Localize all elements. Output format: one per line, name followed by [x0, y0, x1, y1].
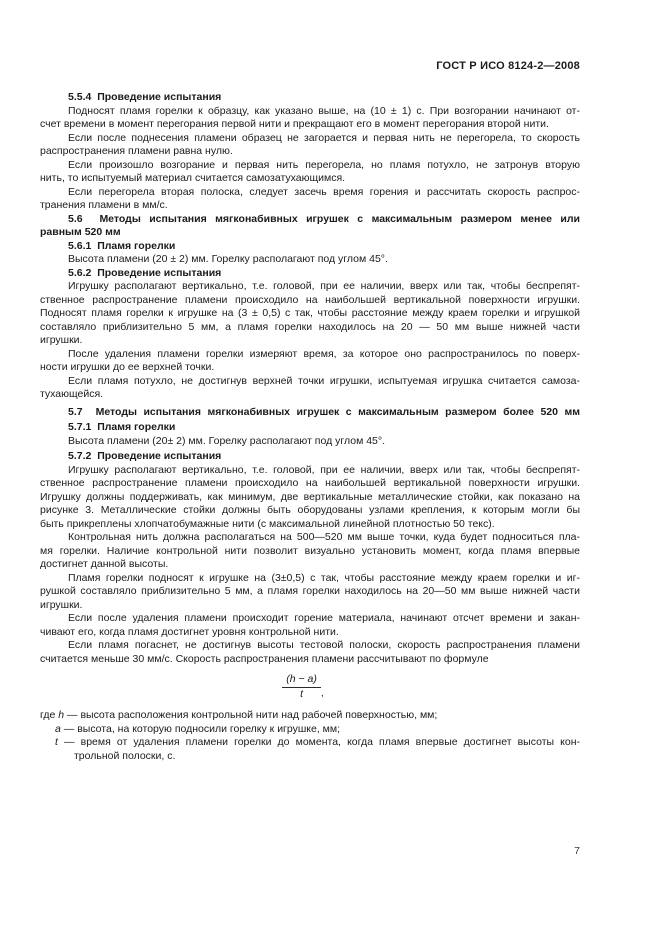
section-heading: 5.6.2 Проведение испытания: [68, 266, 222, 279]
paragraph-line: достигнет данной высоты.: [40, 558, 169, 570]
definition-dash: —: [64, 736, 75, 748]
definition-item: [40, 723, 580, 737]
paragraph-line: Высота пламени (20 ± 2) мм. Горелку располагают под углом 45°.: [68, 253, 388, 265]
paragraph-line: составляло приблизительно 5 мм, а пламя горелки находилось на 20 — 50 мм выше нижней части: [40, 320, 580, 333]
paragraph-line: чивают его, когда пламя достигнет уровня контрольной нити.: [40, 625, 339, 638]
formula-fraction: [282, 673, 321, 701]
section-heading: 5.5.4 Проведение испытания: [68, 91, 222, 103]
definition-item: [40, 736, 580, 763]
standard-code-header: ГОСТ Р ИСО 8124-2—2008: [436, 60, 580, 72]
paragraph: [40, 105, 580, 132]
definition-list: [40, 709, 580, 763]
formula-numerator: (h − a): [282, 673, 321, 688]
page-number: 7: [574, 845, 580, 857]
document-body: [40, 91, 580, 763]
paragraph-line: быть прикреплены хлопчатобумажные нити (с максимальной линейной плотностью 50 текс).: [40, 517, 495, 530]
definition-term: t: [55, 736, 58, 748]
paragraph-line: нить, то испытуемый материал считается самозатухающимся.: [40, 172, 346, 184]
paragraph-line: Подносят пламя горелки к игрушке на (3 ± 0,5) с так, чтобы расстояние между краем горелки и игрушкой: [40, 307, 580, 319]
definition-line: [55, 736, 580, 750]
paragraph: [40, 531, 580, 572]
paragraph: [40, 612, 580, 639]
paragraph-line: Если после поднесения пламени образец не загорается и первая нить не перегорела, то скорость: [68, 131, 580, 144]
definition-term: a: [55, 722, 61, 735]
paragraph: [40, 435, 580, 449]
paragraph: [40, 464, 580, 532]
definition-line-continued: трольной полоски, с.: [74, 749, 176, 762]
paragraph: [40, 572, 580, 613]
heading-line: 5.7 Методы испытания мягконабивных игрушек с максимальным размером более 520 мм: [68, 405, 580, 418]
paragraph: [40, 280, 580, 348]
definition-dash: —: [63, 722, 75, 735]
definition-item: [40, 709, 580, 723]
definition-text: высота расположения контрольной нити над рабочей поверхностью, мм;: [80, 709, 438, 721]
definition-line: [55, 722, 580, 737]
paragraph: [40, 186, 580, 213]
paragraph-line: мя горелки. Наличие контрольной нити позволит визуально установить момент, когда пламя впервые: [40, 544, 580, 557]
paragraph-line: распространения пламени равна нулю.: [40, 145, 233, 157]
paragraph-line: Подносят пламя горелки к образцу, как указано выше, на (10 ± 1) с. При возгорании начинают от-: [68, 104, 580, 117]
paragraph-line: Высота пламени (20± 2) мм. Горелку располагают под углом 45°.: [68, 434, 386, 447]
paragraph-line: ственное распространение пламени происходило на наибольшей вертикальной поверхности игрушки.: [40, 477, 580, 489]
paragraph-line: Если перегорела вторая полоска, следует засечь время горения и рассчитать скорость распрос-: [68, 185, 580, 198]
paragraph-line: ственное распространение пламени происходило на наибольшей вертикальной поверхности игрушки.: [40, 293, 580, 306]
paragraph: [40, 159, 580, 186]
paragraph: [40, 132, 580, 159]
definition-term: h: [58, 709, 65, 721]
heading-line: равным 520 мм: [40, 226, 121, 238]
paragraph-line: счет времени в момент перегорания первой нити и прекращают его в момент перегорания второй нити.: [40, 118, 549, 130]
paragraph-line: Если после удаления пламени происходит горение материала, начинают отсчет времени и закан-: [68, 612, 580, 624]
paragraph-line: Пламя горелки подносят к игрушке на (3±0,5) с так, чтобы расстояние между краем горелки и иг-: [68, 571, 580, 584]
paragraph-line: Контрольная нить должна располагаться на 500—520 мм выше точки, куда будет подноситься пла-: [68, 531, 580, 543]
paragraph-line: Игрушку располагают вертикально, т.е. головой, при ее наличии, вверх или так, чтобы беспрепят-: [68, 463, 580, 476]
paragraph-line: Если пламя потухло, не достигнув верхней точки игрушки, испытуемая игрушка считается самоза-: [68, 374, 580, 387]
paragraph-line: Если произошло возгорание и первая нить перегорела, но пламя потухло, не затронув вторую: [68, 158, 580, 171]
section-heading: [40, 406, 580, 420]
formula-denominator: t: [300, 688, 303, 700]
section-heading: 5.6.1 Пламя горелки: [68, 239, 176, 252]
formula: [40, 673, 566, 701]
definition-text: высота, на которую подносили горелку к игрушке, мм;: [77, 722, 341, 735]
paragraph-line: Игрушку располагают вертикально, т.е. головой, при ее наличии, вверх или так, чтобы беспрепят-: [68, 280, 580, 292]
section-heading: [40, 213, 580, 240]
paragraph: [40, 375, 580, 402]
definition-prefix: где: [40, 709, 59, 721]
heading-line: 5.6 Методы испытания мягконабивных игрушек с максимальным размером менее или: [68, 212, 580, 225]
paragraph: [40, 348, 580, 375]
paragraph: [40, 253, 580, 267]
paragraph-line: считается меньше 30 мм/с. Скорость распространения пламени рассчитывают по формуле: [40, 652, 489, 665]
paragraph-line: игрушки.: [40, 598, 83, 611]
section-heading: 5.7.2 Проведение испытания: [68, 450, 222, 462]
definition-dash: —: [67, 709, 78, 721]
paragraph-line: ности игрушки до ее верхней точки.: [40, 361, 215, 373]
definition-text: время от удаления пламени горелки до момента, когда пламя впервые достигнет высоты кон-: [80, 736, 580, 748]
paragraph-line: Игрушку должны поддерживать, как минимум, две вертикальные металлические стойки, как показано на: [40, 490, 580, 503]
section-heading: 5.7.1 Пламя горелки: [68, 421, 176, 433]
paragraph-line: транения пламени в мм/с.: [40, 199, 168, 211]
paragraph-line: Если пламя погаснет, не достигнув высоты тестовой полоски, скорость распространения пламени: [68, 639, 580, 651]
paragraph-line: игрушки.: [40, 334, 83, 346]
formula-suffix: ,: [320, 686, 324, 699]
definition-line: [40, 709, 580, 723]
paragraph-line: рушкой составляло приблизительно 5 мм, а пламя горелки находилось на 20—50 мм выше нижней части: [40, 585, 580, 597]
paragraph-line: тухающейся.: [40, 388, 104, 400]
paragraph-line: рисунке 3. Металлические стойки должны быть оборудованы узлами крепления, к которым могли бы: [40, 504, 580, 516]
paragraph-line: После удаления пламени горелки измеряют время, за которое оно распространилось по поверх-: [68, 347, 580, 360]
paragraph: [40, 639, 580, 666]
